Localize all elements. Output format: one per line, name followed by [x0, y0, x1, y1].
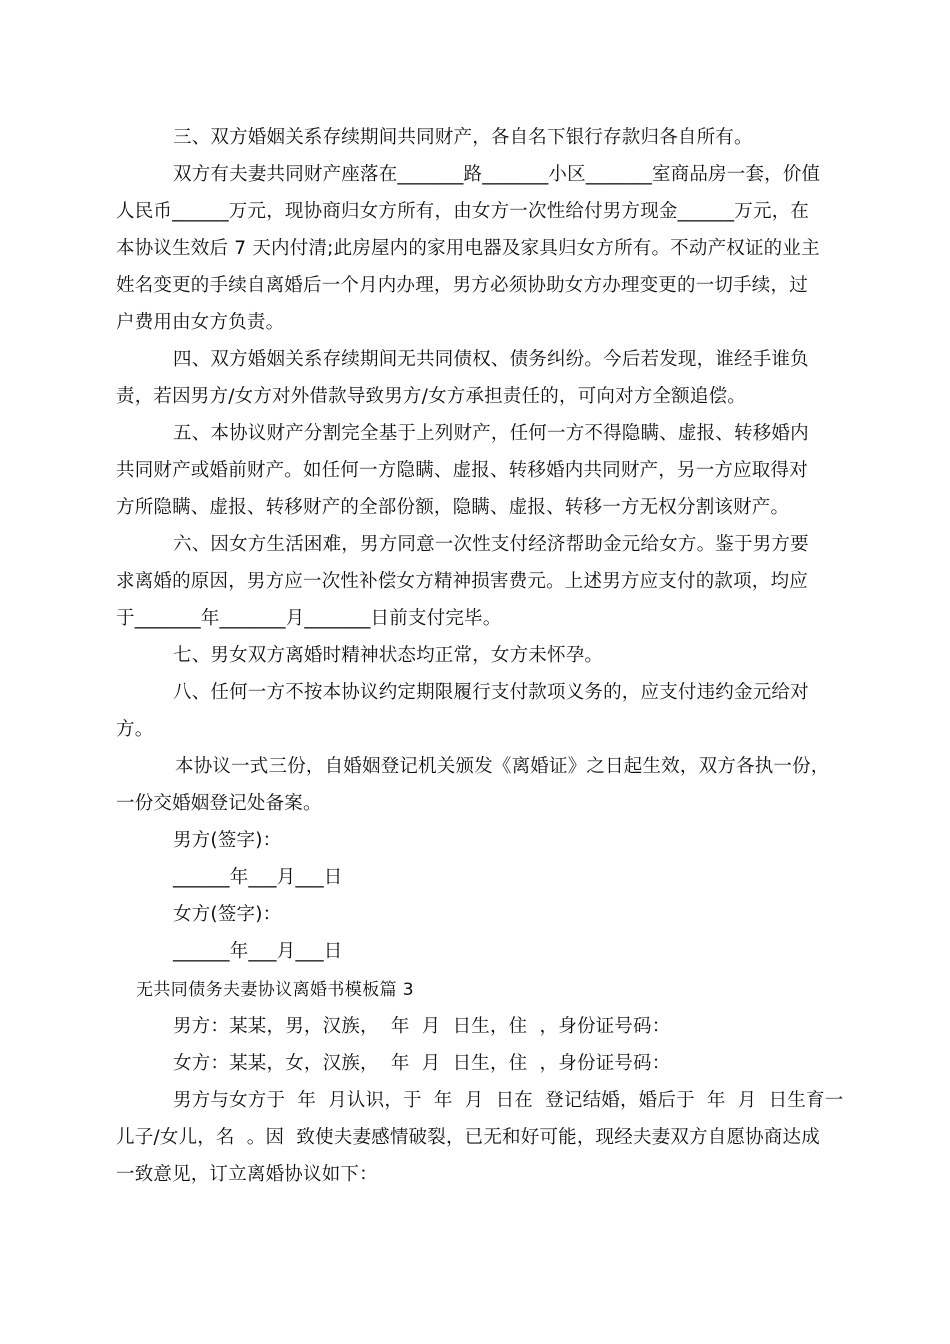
signature-label-female: 女方(签字)： [173, 904, 282, 925]
paragraph-line: 三、双方婚姻关系存续期间共同财产，各自名下银行存款归各自所有。 [173, 127, 753, 148]
paragraph-line: 八、任何一方不按本协议约定期限履行支付款项义务的，应支付违约金元给对 [173, 682, 809, 703]
paragraph-line: 儿子/女儿，名 。因 致使夫妻感情破裂，已无和好可能，现经夫妻双方自愿协商达成 [116, 1127, 820, 1148]
paragraph-line: 共同财产或婚前财产。如任何一方隐瞒、虚报、转移婚内共同财产，另一方应取得对 [116, 460, 808, 481]
paragraph-line: 方。 [116, 719, 154, 740]
paragraph-line: 于_______年_______月_______日前支付完毕。 [116, 608, 502, 629]
paragraph-line: 男方与女方于 年 月认识，于 年 月 日在 登记结婚，婚后于 年 月 日生育一 [173, 1090, 844, 1111]
paragraph-line: 六、因女方生活困难，男方同意一次性支付经济帮助金元给女方。鉴于男方要 [173, 534, 809, 555]
paragraph-line: 人民币______万元，现协商归女方所有，由女方一次性给付男方现金______万元，在 [116, 201, 810, 222]
paragraph-line: 方所隐瞒、虚报、转移财产的全部份额，隐瞒、虚报、转移一方无权分割该财产。 [116, 497, 790, 518]
paragraph-line: 本协议一式三份，自婚姻登记机关颁发《离婚证》之日起生效，双方各执一份， [175, 756, 830, 777]
paragraph-line: 户费用由女方负责。 [116, 312, 285, 333]
signature-label-male: 男方(签字)： [173, 830, 282, 851]
paragraph-line: 本协议生效后 7 天内付清;此房屋内的家用电器及家具归女方所有。不动产权证的业主 [116, 238, 820, 259]
paragraph-line: 双方有夫妻共同财产座落在_______路_______小区_______室商品房一套，价值 [173, 164, 821, 185]
paragraph-line: 姓名变更的手续自离婚后一个月内办理，男方必须协助女方办理变更的一切手续，过 [116, 275, 808, 296]
paragraph-line: 七、男女双方离婚时精神状态均正常，女方未怀孕。 [173, 645, 604, 666]
paragraph-line: 一份交婚姻登记处备案。 [116, 793, 322, 814]
signature-date-male: ______年___月___日 [173, 867, 343, 888]
paragraph-line: 责，若因男方/女方对外借款导致男方/女方承担责任的，可向对方全额追偿。 [116, 386, 746, 407]
signature-date-female: ______年___月___日 [173, 941, 343, 962]
paragraph-line: 女方：某某，女，汉族， 年 月 日生，住 ，身份证号码： [173, 1053, 671, 1074]
paragraph-line: 一致意见，订立离婚协议如下： [116, 1164, 378, 1185]
paragraph-line: 五、本协议财产分割完全基于上列财产，任何一方不得隐瞒、虚报、转移婚内 [173, 423, 809, 444]
paragraph-line: 四、双方婚姻关系存续期间无共同债权、债务纠纷。今后若发现，谁经手谁负 [173, 349, 809, 370]
paragraph-line: 求离婚的原因，男方应一次性补偿女方精神损害费元。上述男方应支付的款项，均应 [116, 571, 808, 592]
paragraph-line: 男方：某某，男，汉族， 年 月 日生，住 ，身份证号码： [173, 1016, 671, 1037]
section-title: 无共同债务夫妻协议离婚书模板篇 3 [136, 980, 415, 1000]
